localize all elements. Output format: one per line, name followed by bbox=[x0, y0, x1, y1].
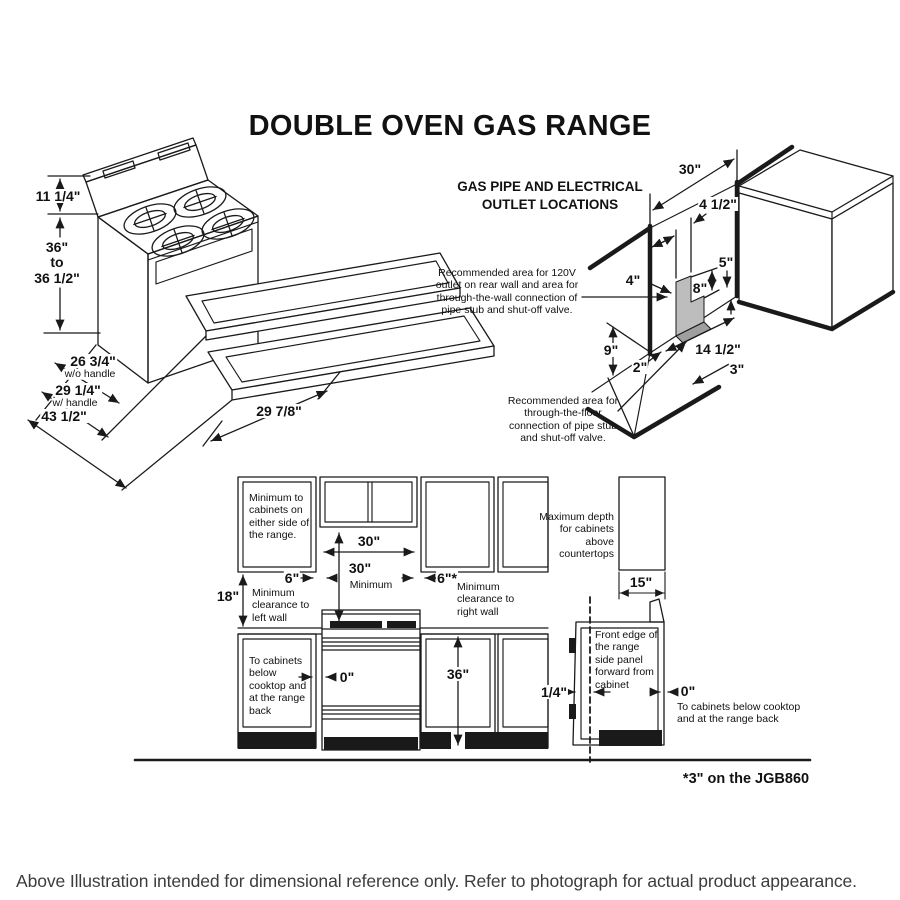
dim-gas-width-30: 30" bbox=[678, 161, 702, 177]
note-wall-outlet: Recommended area for 120V outlet on rear wall and area for through-the-wall connection of pipe stub and shut-off valve. bbox=[435, 267, 579, 317]
dim-gas-corner-height: 9" bbox=[603, 342, 619, 358]
dim-front-min-30: 30" bbox=[348, 560, 372, 576]
dim-depth-15: 15" bbox=[629, 574, 653, 590]
dim-gas-outlet-height: 8" bbox=[692, 280, 708, 296]
dim-clear-18: 18" bbox=[216, 588, 240, 604]
note-front-edge: Front edge of the range side panel forward from cabinet bbox=[595, 629, 658, 691]
dim-front-zero: 0" bbox=[339, 669, 355, 685]
footnote-jgb860: *3" on the JGB860 bbox=[682, 771, 810, 787]
dim-height-36: 36" bbox=[446, 666, 470, 682]
dim-height-to: to bbox=[50, 254, 64, 270]
dim-depth-door-open: 43 1/2" bbox=[41, 408, 87, 424]
dim-depth-no-handle: 26 3/4" bbox=[70, 353, 116, 369]
dim-clear-6-left: 6" bbox=[284, 570, 300, 586]
gas-diagram-heading bbox=[420, 178, 680, 214]
note-floor-connection: Recommended area for through-the-floor connection of pipe stub and shut-off valve. bbox=[507, 395, 619, 445]
dim-gas-offset-left: 4" bbox=[625, 272, 641, 288]
dim-side-zero: 0" bbox=[680, 683, 696, 699]
note-below-cooktop-front: To cabinets below cooktop and at the range back bbox=[249, 655, 307, 717]
note-below-cooktop-side: To cabinets below cooktop and at the range back bbox=[677, 701, 801, 726]
gas-heading-line2: OUTLET LOCATIONS bbox=[481, 197, 619, 213]
dim-range-width: 29 7/8" bbox=[256, 403, 302, 419]
note-right-wall: Minimum clearance to right wall bbox=[457, 581, 515, 618]
dim-backsplash-height: 11 1/4" bbox=[35, 188, 81, 204]
dim-front-width-30: 30" bbox=[357, 533, 381, 549]
dim-gas-floor-left: 2" bbox=[632, 359, 648, 375]
note-max-depth: Maximum depth for cabinets above countertops bbox=[539, 511, 614, 561]
dim-gas-offset-top: 4 1/2" bbox=[699, 196, 737, 212]
dim-gas-floor-right: 3" bbox=[729, 361, 745, 377]
dim-clear-6-right: 6"* bbox=[437, 570, 457, 586]
page-title: DOUBLE OVEN GAS RANGE bbox=[248, 110, 652, 142]
dim-quarter: 1/4" bbox=[540, 684, 568, 700]
note-left-wall: Minimum clearance to left wall bbox=[252, 587, 310, 624]
bottom-caption: Above Illustration intended for dimensional reference only. Refer to photograph for actual product appearance. bbox=[16, 871, 857, 891]
dim-depth-handle: 29 1/4" bbox=[55, 382, 101, 398]
dim-gas-corner-right: 5" bbox=[718, 254, 734, 270]
dim-height-max: 36 1/2" bbox=[34, 270, 80, 286]
dim-gas-floor-width: 14 1/2" bbox=[695, 341, 741, 357]
dim-depth-no-handle-note: w/o handle bbox=[64, 367, 116, 380]
note-min-cabinets: Minimum to cabinets on either side of the range. bbox=[249, 492, 310, 542]
dim-front-min-word: Minimum bbox=[349, 578, 393, 591]
dim-depth-handle-note: w/ handle bbox=[52, 396, 98, 409]
dim-height-min: 36" bbox=[45, 239, 69, 255]
gas-heading-line1: GAS PIPE AND ELECTRICAL bbox=[457, 179, 643, 194]
